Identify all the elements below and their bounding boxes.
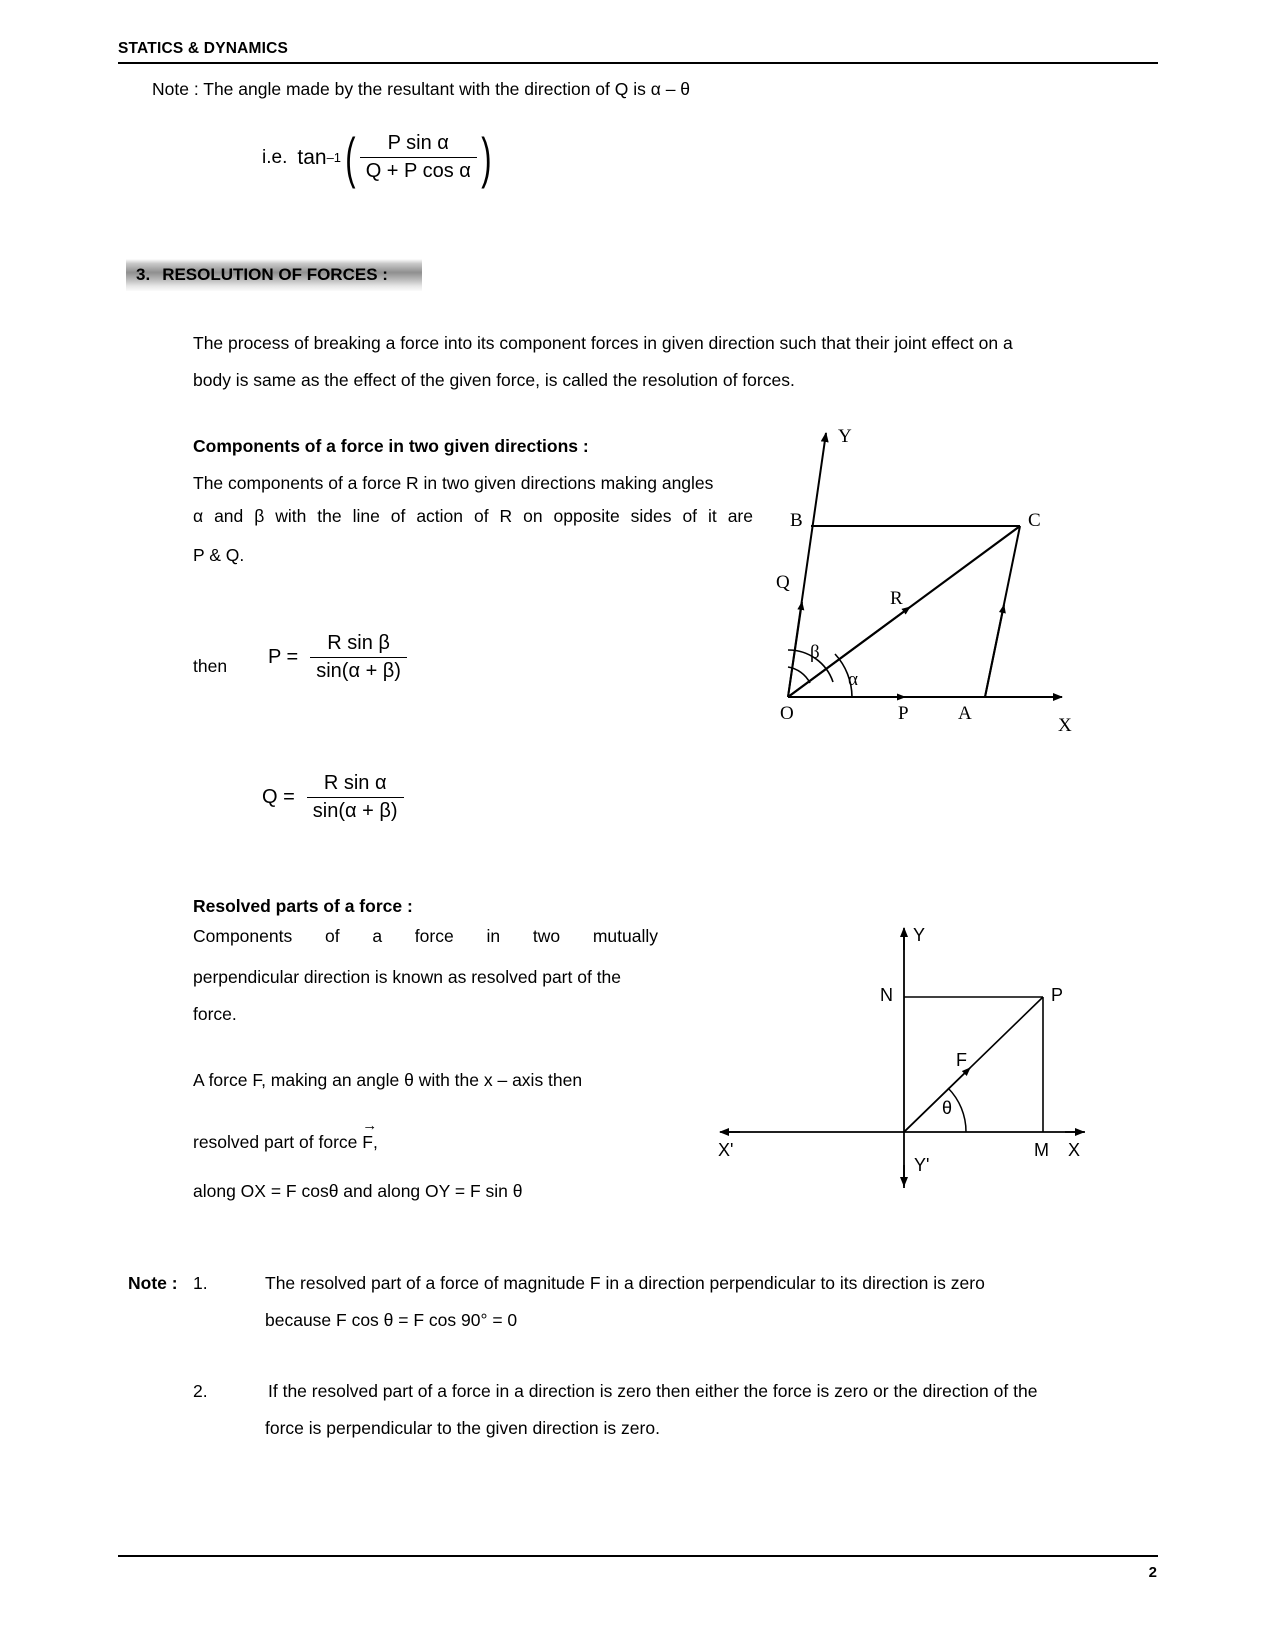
force-vector-letter: F [362, 1132, 373, 1152]
label-p-point: P [1051, 985, 1064, 1005]
label-x: X [1058, 715, 1072, 736]
resolved-heading: Resolved parts of a force : [193, 896, 413, 916]
label-b: B [790, 510, 803, 531]
label-x-axis: X [1068, 1140, 1081, 1160]
label-q: Q [776, 572, 790, 593]
label-beta: β [810, 642, 820, 663]
label-o: O [780, 703, 794, 724]
parallelogram-svg [770, 420, 1100, 740]
fraction-q-denominator: sin(α + β) [312, 800, 398, 822]
note-2-line-1: If the resolved part of a force in a direction is zero then either the force is zero or the direction of the [268, 1381, 1038, 1401]
note-2-line-2: force is perpendicular to the given direction is zero. [265, 1418, 660, 1438]
resolved-line-5-text: resolved part of force [193, 1132, 358, 1152]
footer-divider [118, 1555, 1158, 1557]
note-top-text: The angle made by the resultant with the direction of Q is α – θ [203, 79, 691, 99]
notes-bottom-label: Note : [128, 1273, 178, 1293]
axes-svg [680, 870, 1090, 1190]
label-m: M [1034, 1140, 1049, 1160]
note-1-number: 1. [193, 1273, 208, 1293]
fraction-p [310, 632, 407, 683]
arrow-ac-direction [985, 605, 1004, 697]
page-number: 2 [1148, 1564, 1157, 1581]
label-c: C [1028, 510, 1041, 531]
label-x-prime: X' [718, 1140, 734, 1160]
resolved-line-4: A force F, making an angle θ with the x – axis then [193, 1070, 583, 1090]
formula-p [268, 632, 407, 683]
section-title: RESOLUTION OF FORCES : [162, 265, 388, 284]
components-line-2: α and β with the line of action of R on opposite sides of it are [193, 506, 753, 526]
resolved-line-6: along OX = F cosθ and along OY = F sin θ [193, 1181, 523, 1201]
formula-q [262, 772, 404, 823]
label-y: Y [838, 426, 852, 447]
label-alpha: α [848, 669, 858, 690]
formula-function: tan [297, 145, 327, 169]
fraction-p-numerator: R sin β [327, 632, 390, 654]
resolved-line-1: Components of a force in two mutually [193, 926, 658, 946]
formula-prefix: i.e. [262, 146, 288, 168]
label-n: N [880, 985, 893, 1005]
section-number: 3. [136, 265, 151, 284]
fraction-resultant [360, 132, 477, 183]
label-f: F [956, 1050, 967, 1070]
label-a: A [958, 703, 972, 724]
label-y-axis: Y [913, 925, 926, 945]
page-header-title: STATICS & DYNAMICS [118, 40, 289, 57]
left-paren-icon: ( [345, 125, 356, 189]
note-2-number: 2. [193, 1381, 208, 1401]
label-theta: θ [942, 1098, 953, 1118]
formula-resultant-angle [262, 125, 495, 189]
force-vector-symbol [362, 1117, 378, 1155]
label-y-prime: Y' [914, 1155, 930, 1175]
formula-p-lhs: P = [268, 646, 299, 668]
resolved-line-5-comma: , [372, 1132, 378, 1152]
fraction-q [307, 772, 404, 823]
resolved-parts-axes-diagram [680, 870, 1090, 1190]
fraction-denominator: Q + P cos α [365, 160, 471, 182]
vector-arrow-icon: → [362, 1117, 378, 1134]
note-1-line-2: because F cos θ = F cos 90° = 0 [265, 1310, 518, 1330]
formula-exponent: –1 [326, 150, 342, 165]
fraction-p-denominator: sin(α + β) [316, 660, 401, 682]
note-1-line-1: The resolved part of a force of magnitude F in a direction perpendicular to its direction is zero [265, 1273, 985, 1293]
components-line-3: P & Q. [193, 545, 245, 565]
intro-line-2: body is same as the effect of the given force, is called the resolution of forces. [193, 370, 795, 390]
intro-line-1: The process of breaking a force into its component forces in given direction such that their joint effect on a [193, 333, 1013, 353]
formula-q-lhs: Q = [262, 786, 295, 808]
right-paren-icon: ) [481, 125, 492, 189]
resolved-line-3: force. [193, 1004, 237, 1024]
label-p: P [898, 703, 909, 724]
formula-p-then: then [193, 656, 228, 676]
arrow-f-direction [904, 1068, 970, 1132]
note-top-label: Note : [152, 79, 199, 99]
section-heading-banner [126, 259, 422, 291]
resolved-line-2: perpendicular direction is known as resolved part of the [193, 967, 622, 987]
parallelogram-force-diagram [770, 420, 1100, 740]
components-heading: Components of a force in two given directions : [193, 436, 589, 456]
header-divider [118, 62, 1158, 64]
fraction-numerator: P sin α [387, 132, 449, 154]
components-line-1: The components of a force R in two given directions making angles [193, 473, 714, 493]
note-top [152, 77, 690, 102]
label-r: R [890, 588, 903, 609]
resolved-line-5 [193, 1117, 378, 1155]
fraction-q-numerator: R sin α [323, 772, 387, 794]
